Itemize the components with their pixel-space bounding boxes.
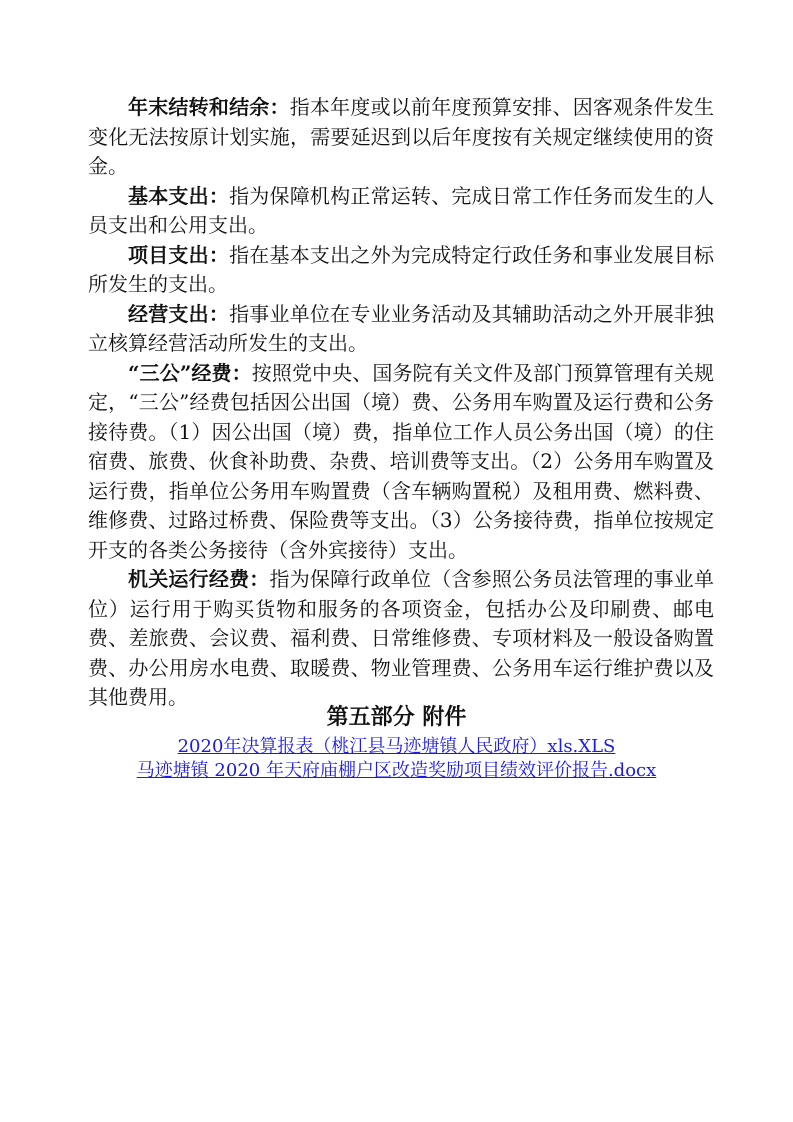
definition-term: 经营支出： — [128, 301, 230, 326]
definition-basic-expenditure — [88, 182, 714, 241]
attachment-link-docx[interactable]: 马迹塘镇 2020 年天府庙棚户区改造奖励项目绩效评价报告.docx — [136, 760, 657, 781]
definition-operating-expenditure — [88, 300, 714, 359]
definition-text: 指事业单位在专业业务活动及其辅助活动之外开展非独立核算经营活动所发生的支出。 — [88, 301, 715, 355]
definition-text: 指在基本支出之外为完成特定行政任务和事业发展目标所发生的支出。 — [88, 242, 715, 296]
definition-term: 基本支出： — [128, 183, 230, 208]
definition-operating-funds — [88, 565, 714, 713]
definition-text: 指为保障行政单位（含参照公务员法管理的事业单位）运行用于购买货物和服务的各项资金，包括办公及印刷费、邮电费、差旅费、会议费、福利费、日常维修费、专项材料及一般设备购置费、办公用房水电费、取暖费、物业管理费、公务用车运行维护费以及其他费用。 — [88, 567, 714, 709]
definition-three-public-funds — [88, 359, 714, 566]
definition-text: 按照党中央、国务院有关文件及部门预算管理有关规定，“三公”经费包括因公出国（境）费、公务用车购置及运行费和公务接待费。（1）因公出国（境）费，指单位工作人员公务出国（境）的住宿费、旅费、伙食补助费、杂费、培训费等支出。（2）公务用车购置及运行费，指单位公务用车购置费（含车辆购置税）及租用费、燃料费、维修费、过路过桥费、保险费等支出。（3）公务接待费，指单位按规定开支的各类公务接待（含外宾接待）支出。 — [88, 360, 714, 562]
section-title: 第五部分 附件 — [326, 705, 467, 730]
definition-carryover — [88, 93, 714, 182]
definitions-section — [88, 93, 714, 713]
attachment-links — [0, 735, 793, 783]
definition-project-expenditure — [88, 241, 714, 300]
attachment-link-xls[interactable]: 2020年决算报表（桃江县马迹塘镇人民政府）xls.XLS — [177, 736, 616, 757]
definition-term: “三公”经费： — [128, 360, 252, 385]
definition-term: 机关运行经费： — [128, 567, 270, 591]
definition-term: 年末结转和结余： — [128, 95, 290, 119]
definition-term: 项目支出： — [128, 242, 230, 267]
definition-text: 指本年度或以前年度预算安排、因客观条件发生变化无法按原计划实施，需要延迟到以后年度按有关规定继续使用的资金。 — [88, 95, 715, 178]
definition-text: 指为保障机构正常运转、完成日常工作任务而发生的人员支出和公用支出。 — [88, 183, 715, 237]
